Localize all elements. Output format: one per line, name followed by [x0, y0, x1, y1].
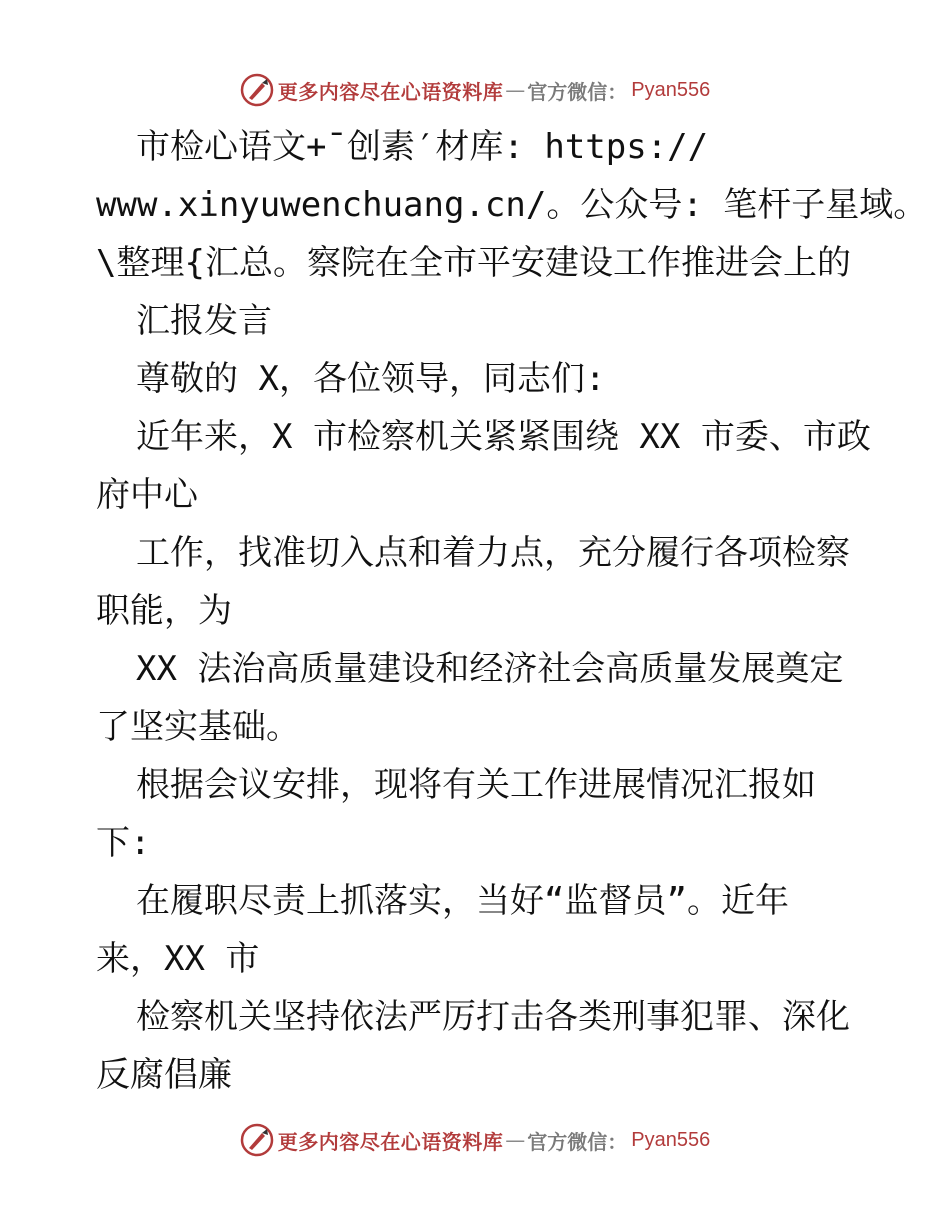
body-line: 在履职尽责上抓落实，当好“监督员”。近年 [136, 881, 789, 921]
body-line: 工作，找准切入点和着力点，充分履行各项检察 [136, 533, 850, 573]
banner-separator: — [505, 78, 526, 102]
body-line: \整理{汇总。察院在全市平安建设工作推进会上的 [96, 243, 851, 283]
body-line: www.xinyuwenchuang.cn/。公众号: 笔杆子星域。 [96, 185, 928, 225]
footer-banner [0, 1120, 950, 1160]
quill-logo-icon [240, 73, 274, 107]
body-line: 下: [96, 823, 151, 863]
banner-wechat-id: Pyan556 [631, 78, 711, 101]
banner-wechat-label: 官方微信： [527, 1129, 628, 1154]
banner-title: 更多内容尽在心语资料库 [277, 1129, 504, 1154]
body-line: 尊敬的 X，各位领导，同志们: [136, 359, 606, 399]
body-line: XX 法治高质量建设和经济社会高质量发展奠定 [136, 649, 844, 689]
body-line: 检察机关坚持依法严厉打击各类刑事犯罪、深化 [136, 997, 850, 1037]
banner-title: 更多内容尽在心语资料库 [277, 79, 504, 104]
banner-wechat-label: 官方微信： [527, 79, 628, 104]
body-line: 市检心语文+¯创素′材库: https:// [136, 127, 709, 167]
body-line: 职能，为 [96, 591, 232, 631]
body-line: 近年来，X 市检察机关紧紧围绕 XX 市委、市政 [136, 417, 871, 457]
body-line: 府中心 [96, 475, 198, 515]
body-line: 反腐倡廉 [96, 1055, 232, 1095]
body-line: 根据会议安排，现将有关工作进展情况汇报如 [136, 765, 816, 805]
body-line: 来，XX 市 [96, 939, 260, 979]
quill-logo-icon [240, 1123, 274, 1157]
body-line: 汇报发言 [136, 301, 272, 341]
banner-separator: — [505, 1128, 526, 1152]
banner-wechat-id: Pyan556 [631, 1128, 711, 1151]
header-banner [0, 70, 950, 110]
body-line: 了坚实基础。 [96, 707, 300, 747]
